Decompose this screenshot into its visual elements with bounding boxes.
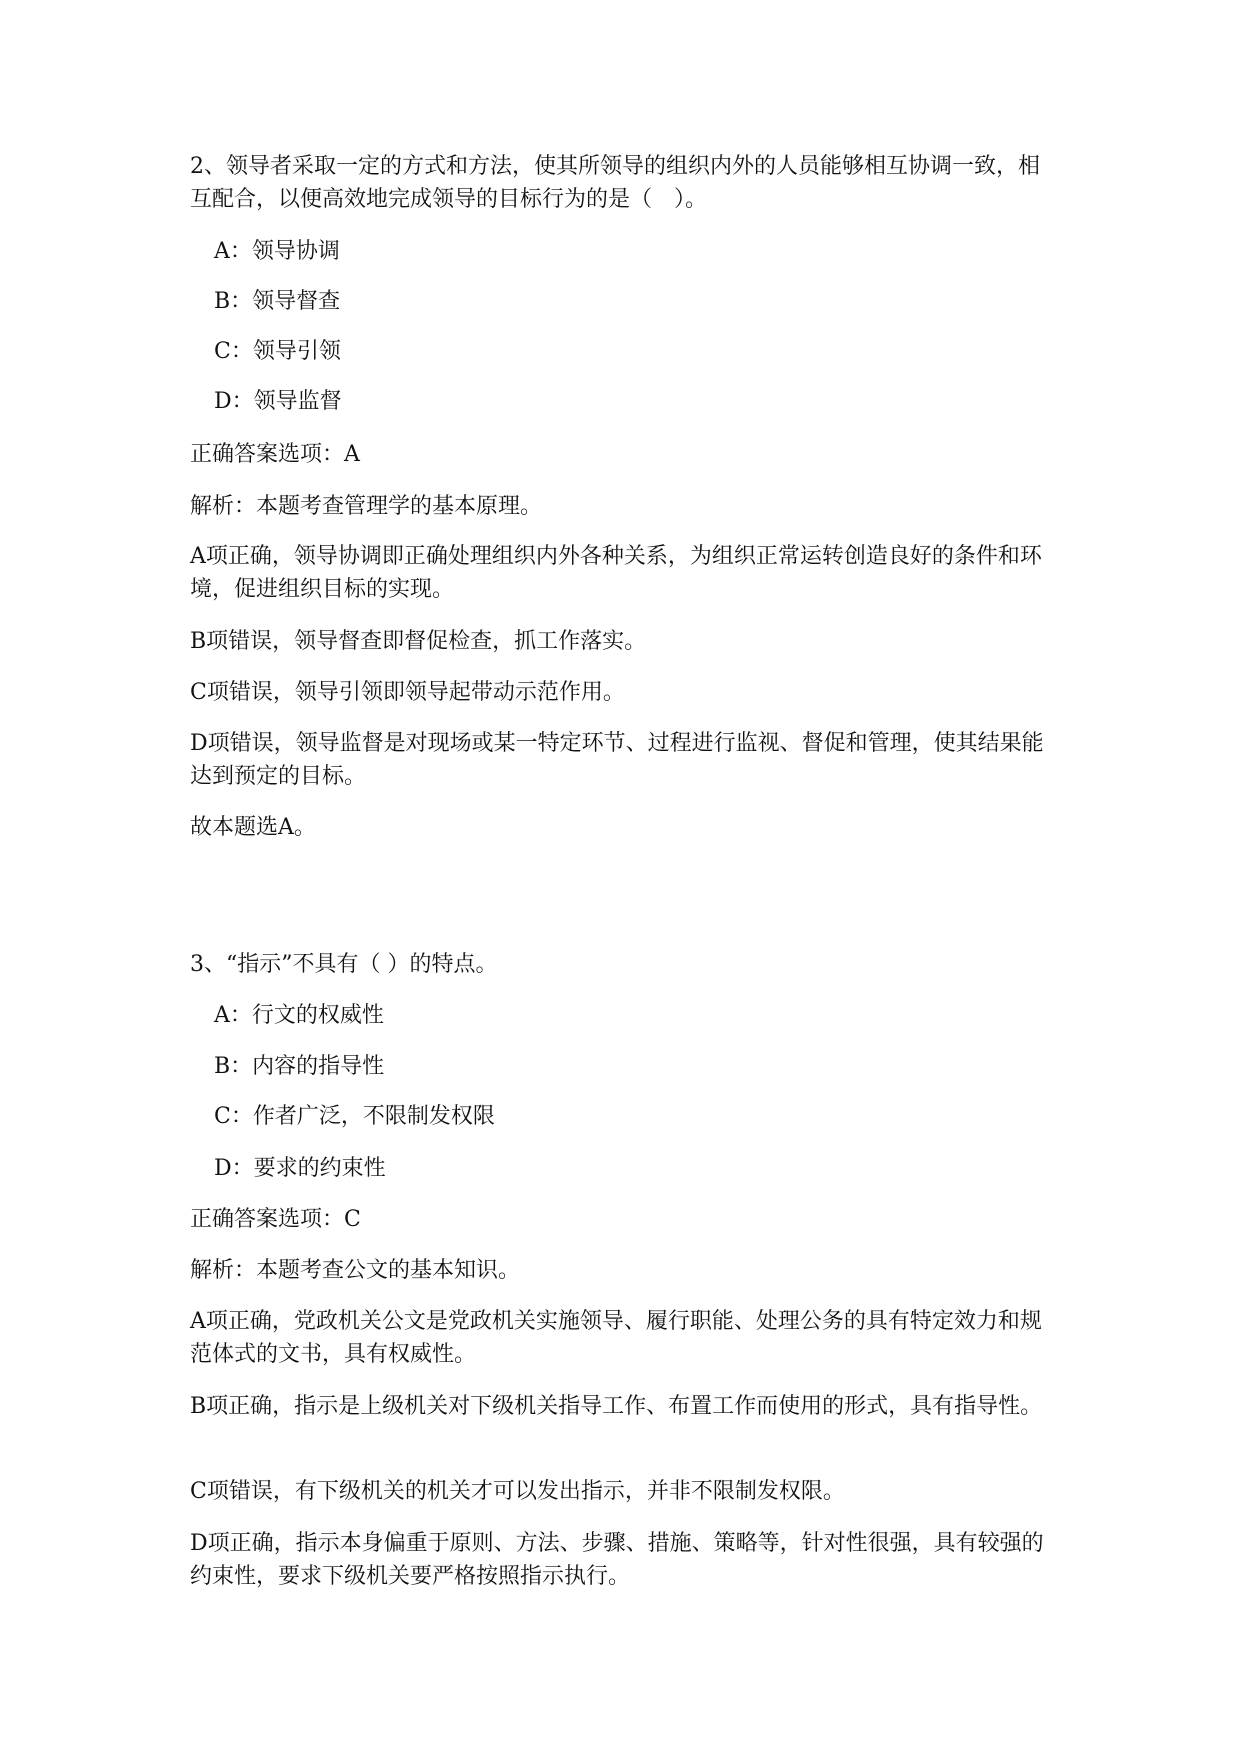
question-3-option-a: A：行文的权威性 bbox=[214, 1003, 384, 1028]
question-3-option-d: D：要求的约束性 bbox=[214, 1156, 386, 1181]
question-2-explanation-d: D项错误，领导监督是对现场或某一特定环节、过程进行监视、督促和管理，使其结果能达到预定的目标。 bbox=[190, 731, 1044, 789]
question-3-option-b: B：内容的指导性 bbox=[214, 1054, 385, 1079]
question-2-option-b: B：领导督查 bbox=[214, 289, 341, 314]
question-2-answer: 正确答案选项：A bbox=[190, 442, 360, 467]
question-2-explanation-b: B项错误，领导督查即督促检查，抓工作落实。 bbox=[190, 629, 647, 654]
question-3-explanation-b: B项正确，指示是上级机关对下级机关指导工作、布置工作而使用的形式，具有指导性。 bbox=[190, 1394, 1043, 1419]
question-2-option-c: C：领导引领 bbox=[214, 339, 341, 364]
question-2-analysis: 解析：本题考查管理学的基本原理。 bbox=[190, 494, 543, 519]
question-3-explanation-c: C项错误，有下级机关的机关才可以发出指示，并非不限制发权限。 bbox=[190, 1479, 845, 1504]
question-2-explanation-c: C项错误，领导引领即领导起带动示范作用。 bbox=[190, 680, 625, 705]
question-3-explanation-d: D项正确，指示本身偏重于原则、方法、步骤、措施、策略等，针对性很强，具有较强的约束性，要求下级机关要严格按照指示执行。 bbox=[190, 1531, 1044, 1589]
question-3-answer: 正确答案选项：C bbox=[190, 1207, 361, 1232]
question-2-option-d: D：领导监督 bbox=[214, 389, 342, 414]
question-2-stem: 2、领导者采取一定的方式和方法，使其所领导的组织内外的人员能够相互协调一致，相互配合，以便高效地完成领导的目标行为的是（ ）。 bbox=[190, 154, 1040, 212]
question-3-option-c: C：作者广泛，不限制发权限 bbox=[214, 1104, 495, 1129]
question-2-explanation-a: A项正确，领导协调即正确处理组织内外各种关系，为组织正常运转创造良好的条件和环境，促进组织目标的实现。 bbox=[190, 544, 1042, 602]
question-3-analysis: 解析：本题考查公文的基本知识。 bbox=[190, 1258, 521, 1283]
question-3-stem: 3、“指示”不具有（ ）的特点。 bbox=[190, 952, 498, 977]
question-2-option-a: A：领导协调 bbox=[214, 239, 340, 264]
question-3-explanation-a: A项正确，党政机关公文是党政机关实施领导、履行职能、处理公务的具有特定效力和规范体式的文书，具有权威性。 bbox=[190, 1309, 1042, 1367]
question-2-conclusion: 故本题选A。 bbox=[190, 815, 316, 840]
